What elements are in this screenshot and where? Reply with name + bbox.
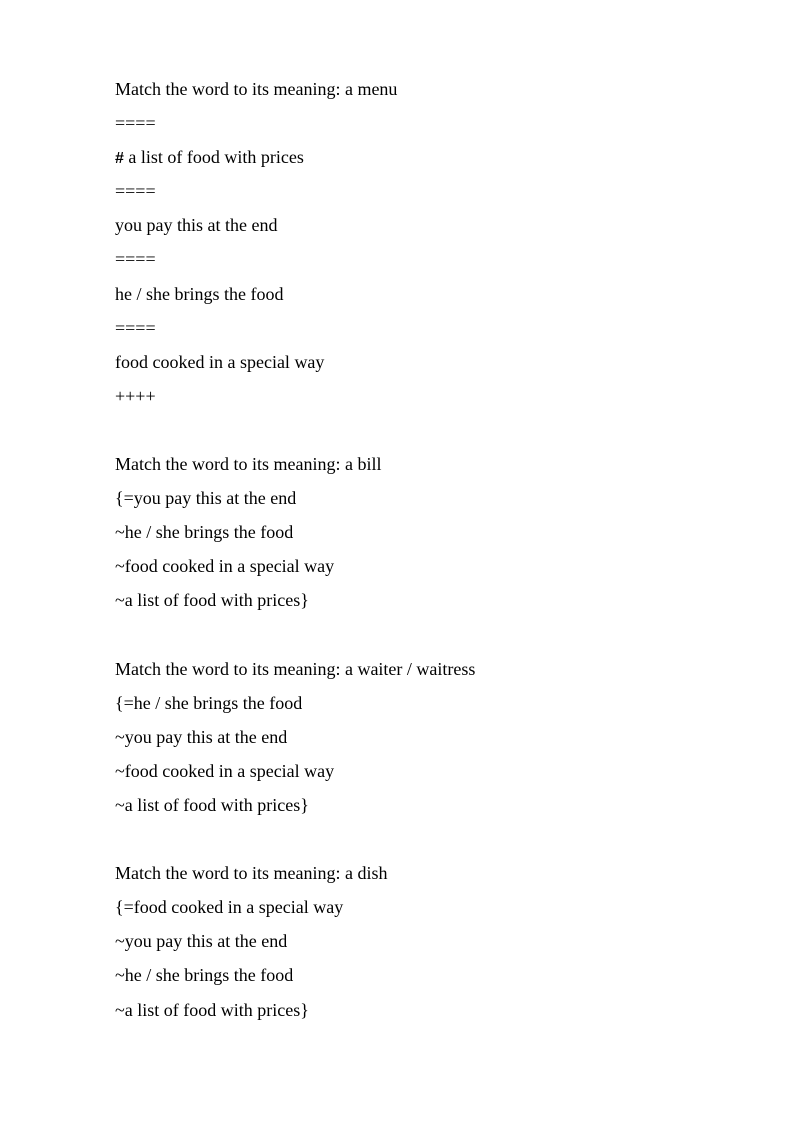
question-4-option-4: ~a list of food with prices} bbox=[115, 999, 309, 1020]
question-1-end-marker: ++++ bbox=[115, 385, 156, 406]
question-2-option-2: ~he / she brings the food bbox=[115, 522, 294, 543]
blank-line bbox=[115, 413, 715, 447]
question-3-title: Match the word to its meaning: a waiter / waitress bbox=[115, 658, 476, 679]
question-3-option-2: ~you pay this at the end bbox=[115, 726, 288, 747]
question-1-answer-3: he / she brings the food bbox=[115, 283, 284, 304]
blank-line bbox=[115, 618, 715, 652]
document-body bbox=[115, 72, 715, 1027]
question-4-option-2: ~you pay this at the end bbox=[115, 931, 288, 952]
separator: ==== bbox=[115, 181, 156, 202]
question-2-option-1: {=you pay this at the end bbox=[115, 488, 297, 509]
question-3-option-4: ~a list of food with prices} bbox=[115, 794, 309, 815]
question-2-option-4: ~a list of food with prices} bbox=[115, 590, 309, 611]
question-1-answer-4: food cooked in a special way bbox=[115, 351, 325, 372]
separator: ==== bbox=[115, 249, 156, 270]
answer-text: a list of food with prices bbox=[123, 147, 304, 168]
separator: ==== bbox=[115, 113, 156, 134]
question-1-answer-2: you pay this at the end bbox=[115, 215, 278, 236]
question-4-option-3: ~he / she brings the food bbox=[115, 965, 294, 986]
question-1-title: Match the word to its meaning: a menu bbox=[115, 79, 398, 99]
question-3-option-1: {=he / she brings the food bbox=[115, 692, 303, 713]
blank-line bbox=[115, 822, 715, 856]
question-2-option-3: ~food cooked in a special way bbox=[115, 556, 335, 577]
separator: ==== bbox=[115, 317, 156, 338]
question-1-answer-1 bbox=[115, 140, 715, 174]
question-4-option-1: {=food cooked in a special way bbox=[115, 897, 344, 918]
hash-marker: # bbox=[115, 150, 124, 168]
question-4-title: Match the word to its meaning: a dish bbox=[115, 863, 388, 884]
question-3-option-3: ~food cooked in a special way bbox=[115, 760, 335, 781]
question-2-title: Match the word to its meaning: a bill bbox=[115, 454, 382, 475]
